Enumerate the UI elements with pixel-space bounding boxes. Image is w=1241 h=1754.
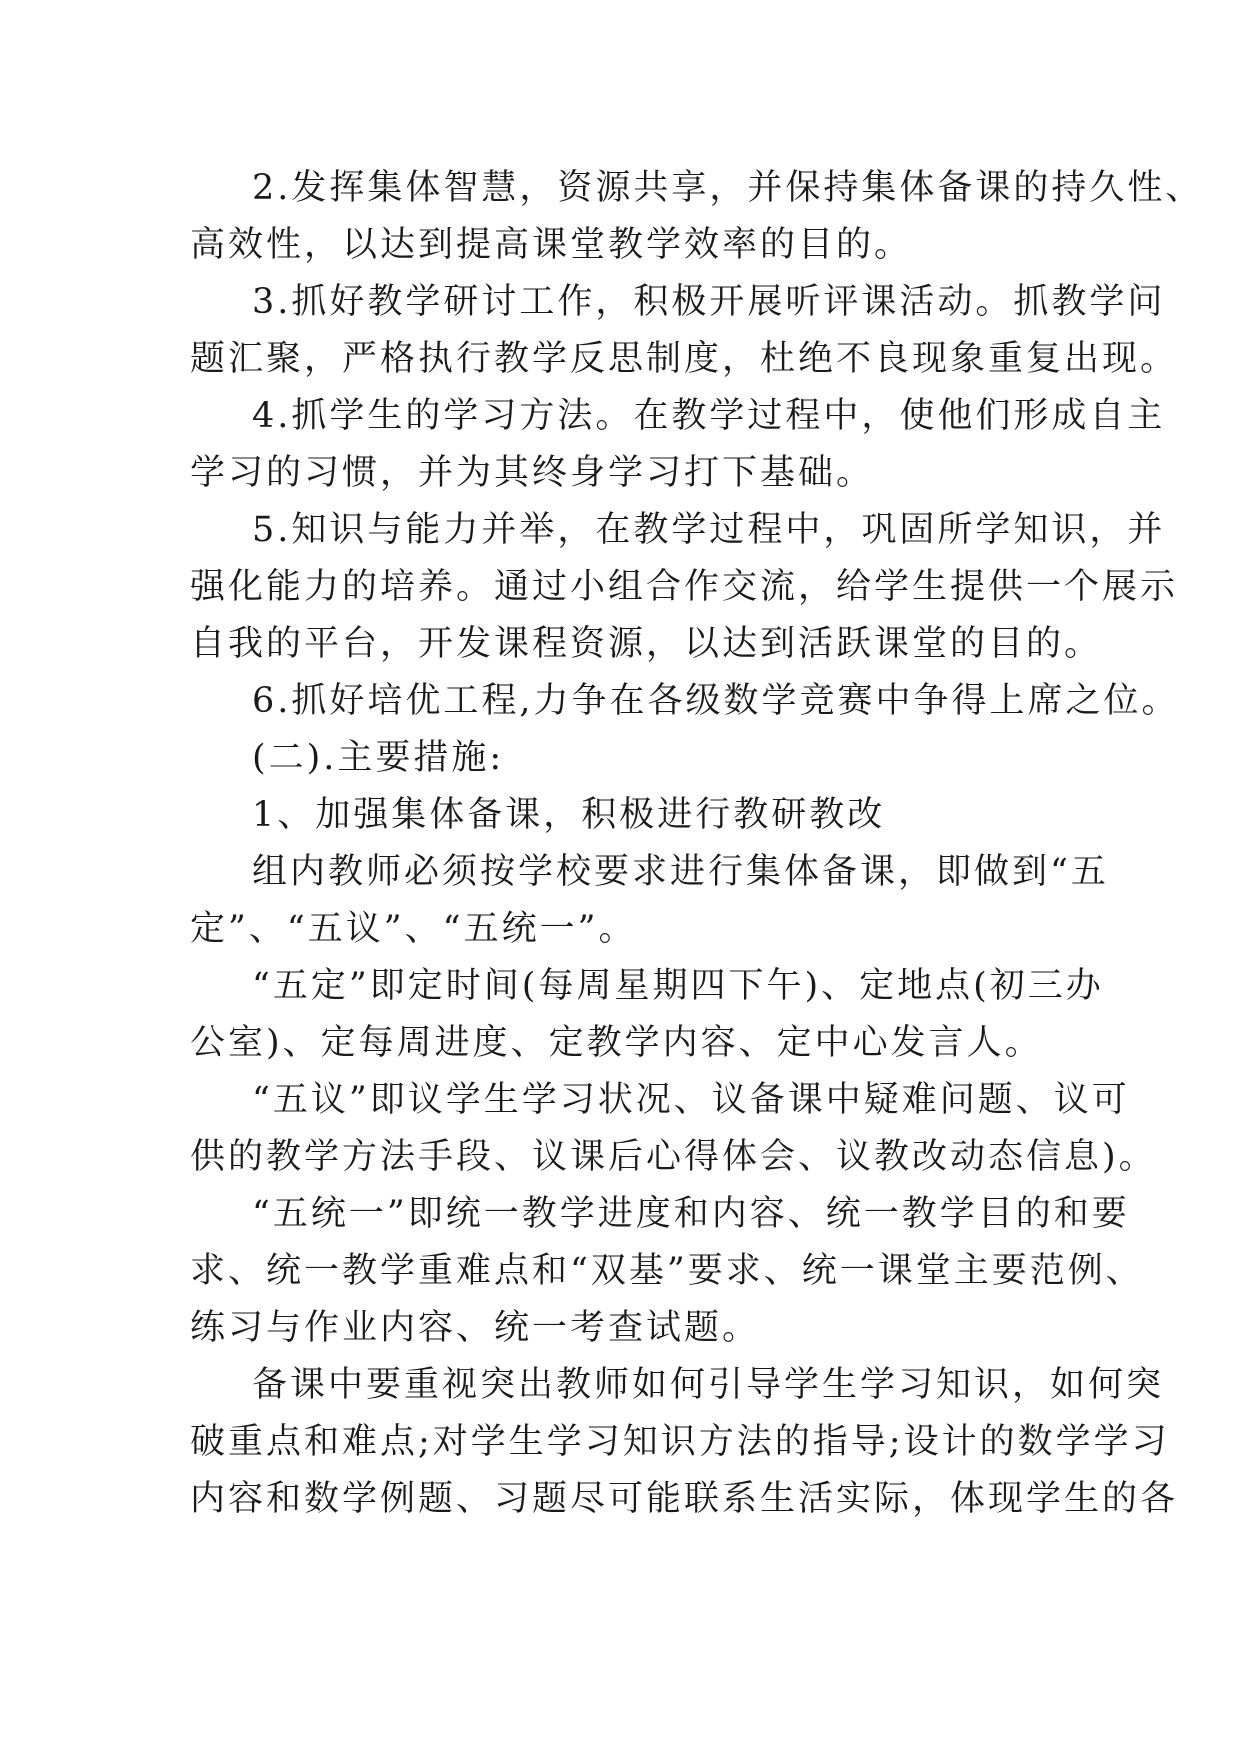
text-line: “五定”即定时间(每周星期四下午)、定地点(初三办 xyxy=(252,966,1104,1006)
text-line: 高效性，以达到提高课堂教学效率的目的。 xyxy=(190,225,913,265)
text-line: 题汇聚，严格执行教学反思制度，杜绝不良现象重复出现。 xyxy=(190,339,1179,379)
text-line: 定”、“五议”、“五统一”。 xyxy=(190,909,637,949)
text-line: “五议”即议学生学习状况、议备课中疑难问题、议可 xyxy=(252,1080,1130,1120)
text-line: 强化能力的培养。通过小组合作交流，给学生提供一个展示 xyxy=(190,567,1179,607)
section-heading: (二).主要措施: xyxy=(252,738,505,778)
text-line: 练习与作业内容、统一考查试题。 xyxy=(190,1308,761,1348)
text-line: 3.抓好教学研讨工作，积极开展听评课活动。抓教学问 xyxy=(252,282,1166,322)
text-line: 供的教学方法手段、议课后心得体会、议教改动态信息)。 xyxy=(190,1137,1157,1177)
text-line: 2.发挥集体智慧，资源共享，并保持集体备课的持久性、 xyxy=(252,168,1204,208)
text-line: 求、统一教学重难点和“双基”要求、统一课堂主要范例、 xyxy=(190,1251,1144,1291)
text-line: 学习的习惯，并为其终身学习打下基础。 xyxy=(190,453,875,493)
text-line: 6.抓好培优工程,力争在各级数学竞赛中争得上席之位。 xyxy=(252,681,1180,721)
text-line: 5.知识与能力并举，在教学过程中，巩固所学知识，并 xyxy=(252,510,1166,550)
text-line: 公室)、定每周进度、定教学内容、定中心发言人。 xyxy=(190,1023,1043,1063)
text-line: 内容和数学例题、习题尽可能联系生活实际，体现学生的各 xyxy=(190,1479,1179,1519)
text-line: 自我的平台，开发课程资源，以达到活跃课堂的目的。 xyxy=(190,624,1103,664)
text-line: 破重点和难点;对学生学习知识方法的指导;设计的数学学习 xyxy=(190,1422,1170,1462)
text-line: “五统一”即统一教学进度和内容、统一教学目的和要 xyxy=(252,1194,1130,1234)
document-body xyxy=(190,160,1204,1528)
subsection-heading: 1、加强集体备课，积极进行教研教改 xyxy=(252,795,886,835)
text-line: 备课中要重视突出教师如何引导学生学习知识，如何突 xyxy=(252,1365,1165,1405)
text-line: 4.抓学生的学习方法。在教学过程中，使他们形成自主 xyxy=(252,396,1166,436)
text-line: 组内教师必须按学校要求进行集体备课，即做到“五 xyxy=(252,852,1109,892)
